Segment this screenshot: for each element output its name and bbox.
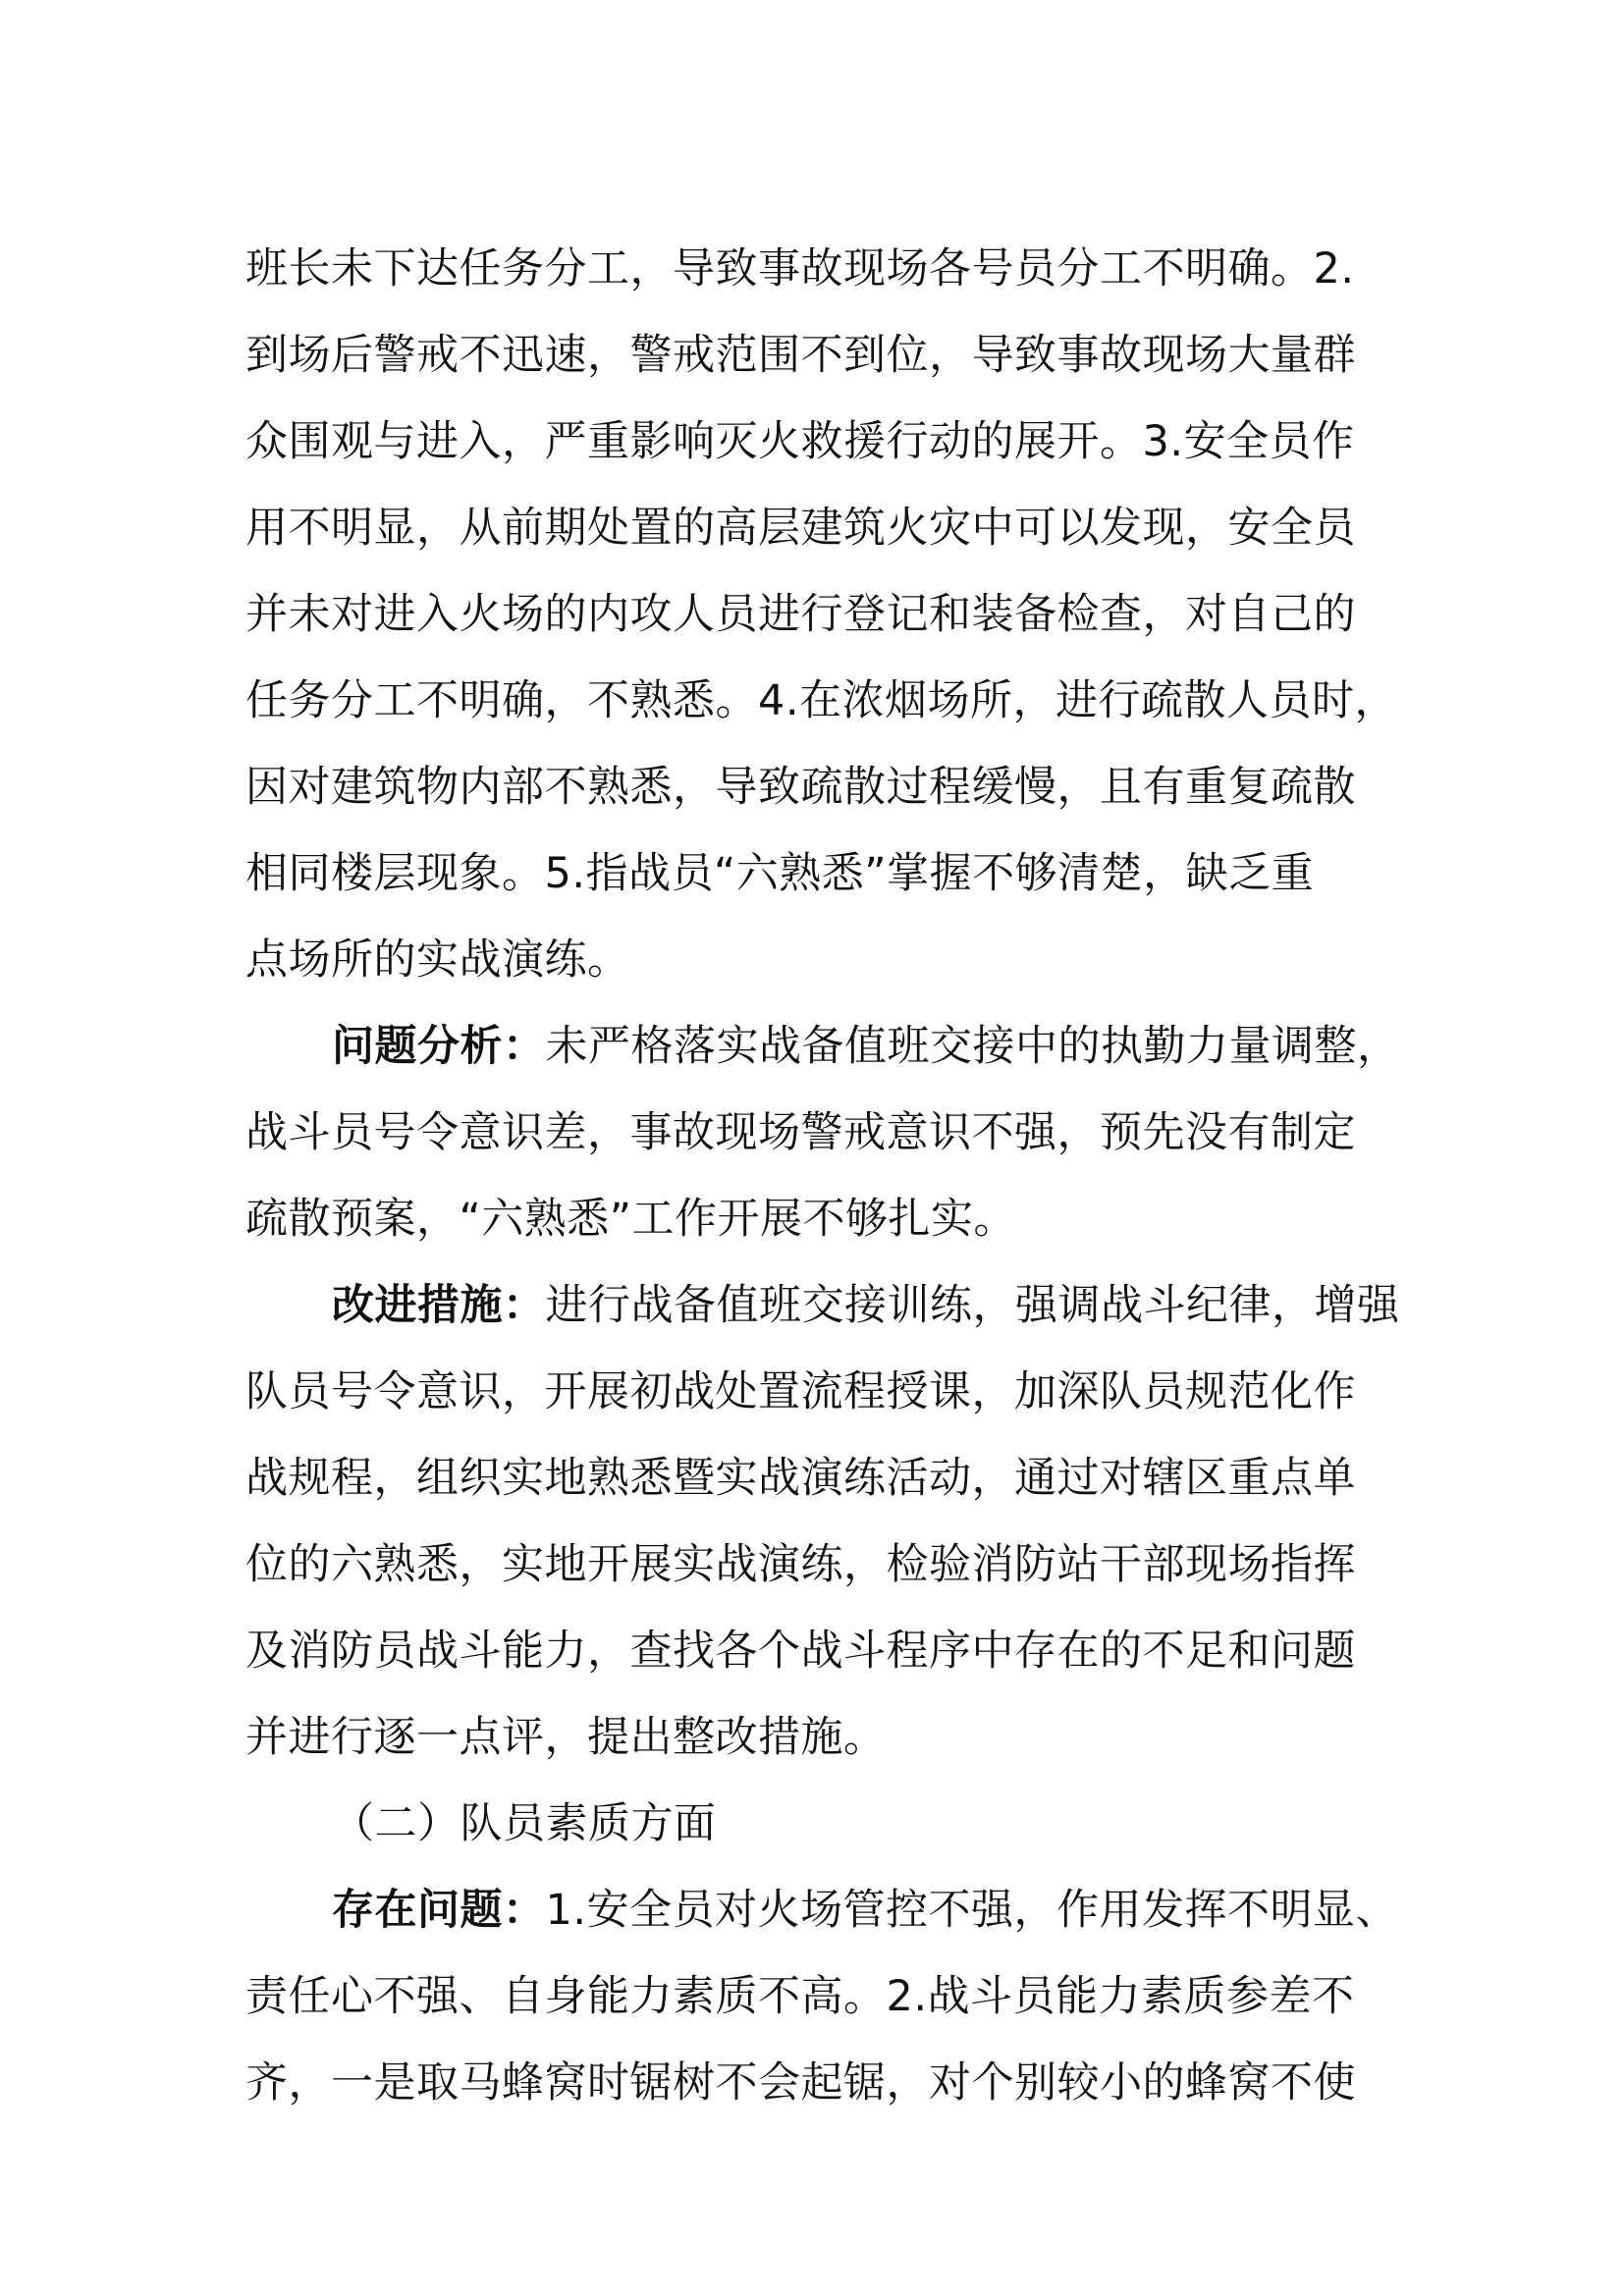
paragraph-line: 到场后警戒不迅速，警戒范围不到位，导致事故现场大量群 [245, 331, 1356, 380]
paragraph-line: 疏散预案，“六熟悉”工作开展不够扎实。 [245, 1195, 1017, 1244]
measures-label: 改进措施： [332, 1281, 546, 1330]
paragraph-line: 班长未下达任务分工，导致事故现场各号员分工不明确。2. [245, 244, 1355, 294]
paragraph-line: 众围观与进入，严重影响灭火救援行动的展开。3.安全员作 [245, 417, 1355, 466]
paragraph-line: 因对建筑物内部不熟悉，导致疏散过程缓慢，且有重复疏散 [245, 763, 1356, 812]
measures-text: 进行战备值班交接训练，强调战斗纪律，增强 [545, 1281, 1400, 1330]
paragraph-line: 及消防员战斗能力，查找各个战斗程序中存在的不足和问题 [245, 1627, 1356, 1676]
problems-paragraph-first-line [245, 1867, 1399, 1953]
paragraph-line: 战规程，组织实地熟悉暨实战演练活动，通过对辖区重点单 [245, 1454, 1356, 1503]
document-body [245, 226, 1400, 2126]
analysis-paragraph-first-line [245, 1003, 1400, 1090]
paragraph-line: 队员号令意识，开展初战处置流程授课，加深队员规范化作 [245, 1367, 1356, 1416]
paragraph-line: 用不明显，从前期处置的高层建筑火灾中可以发现，安全员 [245, 504, 1356, 553]
analysis-label: 问题分析： [332, 1022, 546, 1071]
analysis-text: 未严格落实战备值班交接中的执勤力量调整， [545, 1022, 1400, 1071]
paragraph-line: 齐，一是取马蜂窝时锯树不会起锯，对个别较小的蜂窝不使 [245, 2058, 1356, 2108]
paragraph-line: 并进行逐一点评，提出整改措施。 [245, 1713, 887, 1762]
section-heading: （二）队员素质方面 [332, 1799, 717, 1848]
measures-paragraph-first-line [245, 1262, 1400, 1349]
paragraph-line: 位的六熟悉，实地开展实战演练，检验消防站干部现场指挥 [245, 1540, 1356, 1589]
paragraph-line: 任务分工不明确，不熟悉。4.在浓烟场所，进行疏散人员时， [245, 676, 1398, 725]
paragraph-line: 并未对进入火场的内攻人员进行登记和装备检查，对自己的 [245, 590, 1356, 639]
paragraph-line: 点场所的实战演练。 [245, 935, 630, 985]
problems-text: 1.安全员对火场管控不强，作用发挥不明显、 [545, 1886, 1399, 1935]
paragraph-line: 责任心不强、自身能力素质不高。2.战斗员能力素质参差不 [245, 1972, 1355, 2021]
problems-label: 存在问题： [332, 1886, 546, 1935]
paragraph-line: 战斗员号令意识差，事故现场警戒意识不强，预先没有制定 [245, 1108, 1356, 1157]
paragraph-line: 相同楼层现象。5.指战员“六熟悉”掌握不够清楚，缺乏重 [245, 849, 1315, 898]
